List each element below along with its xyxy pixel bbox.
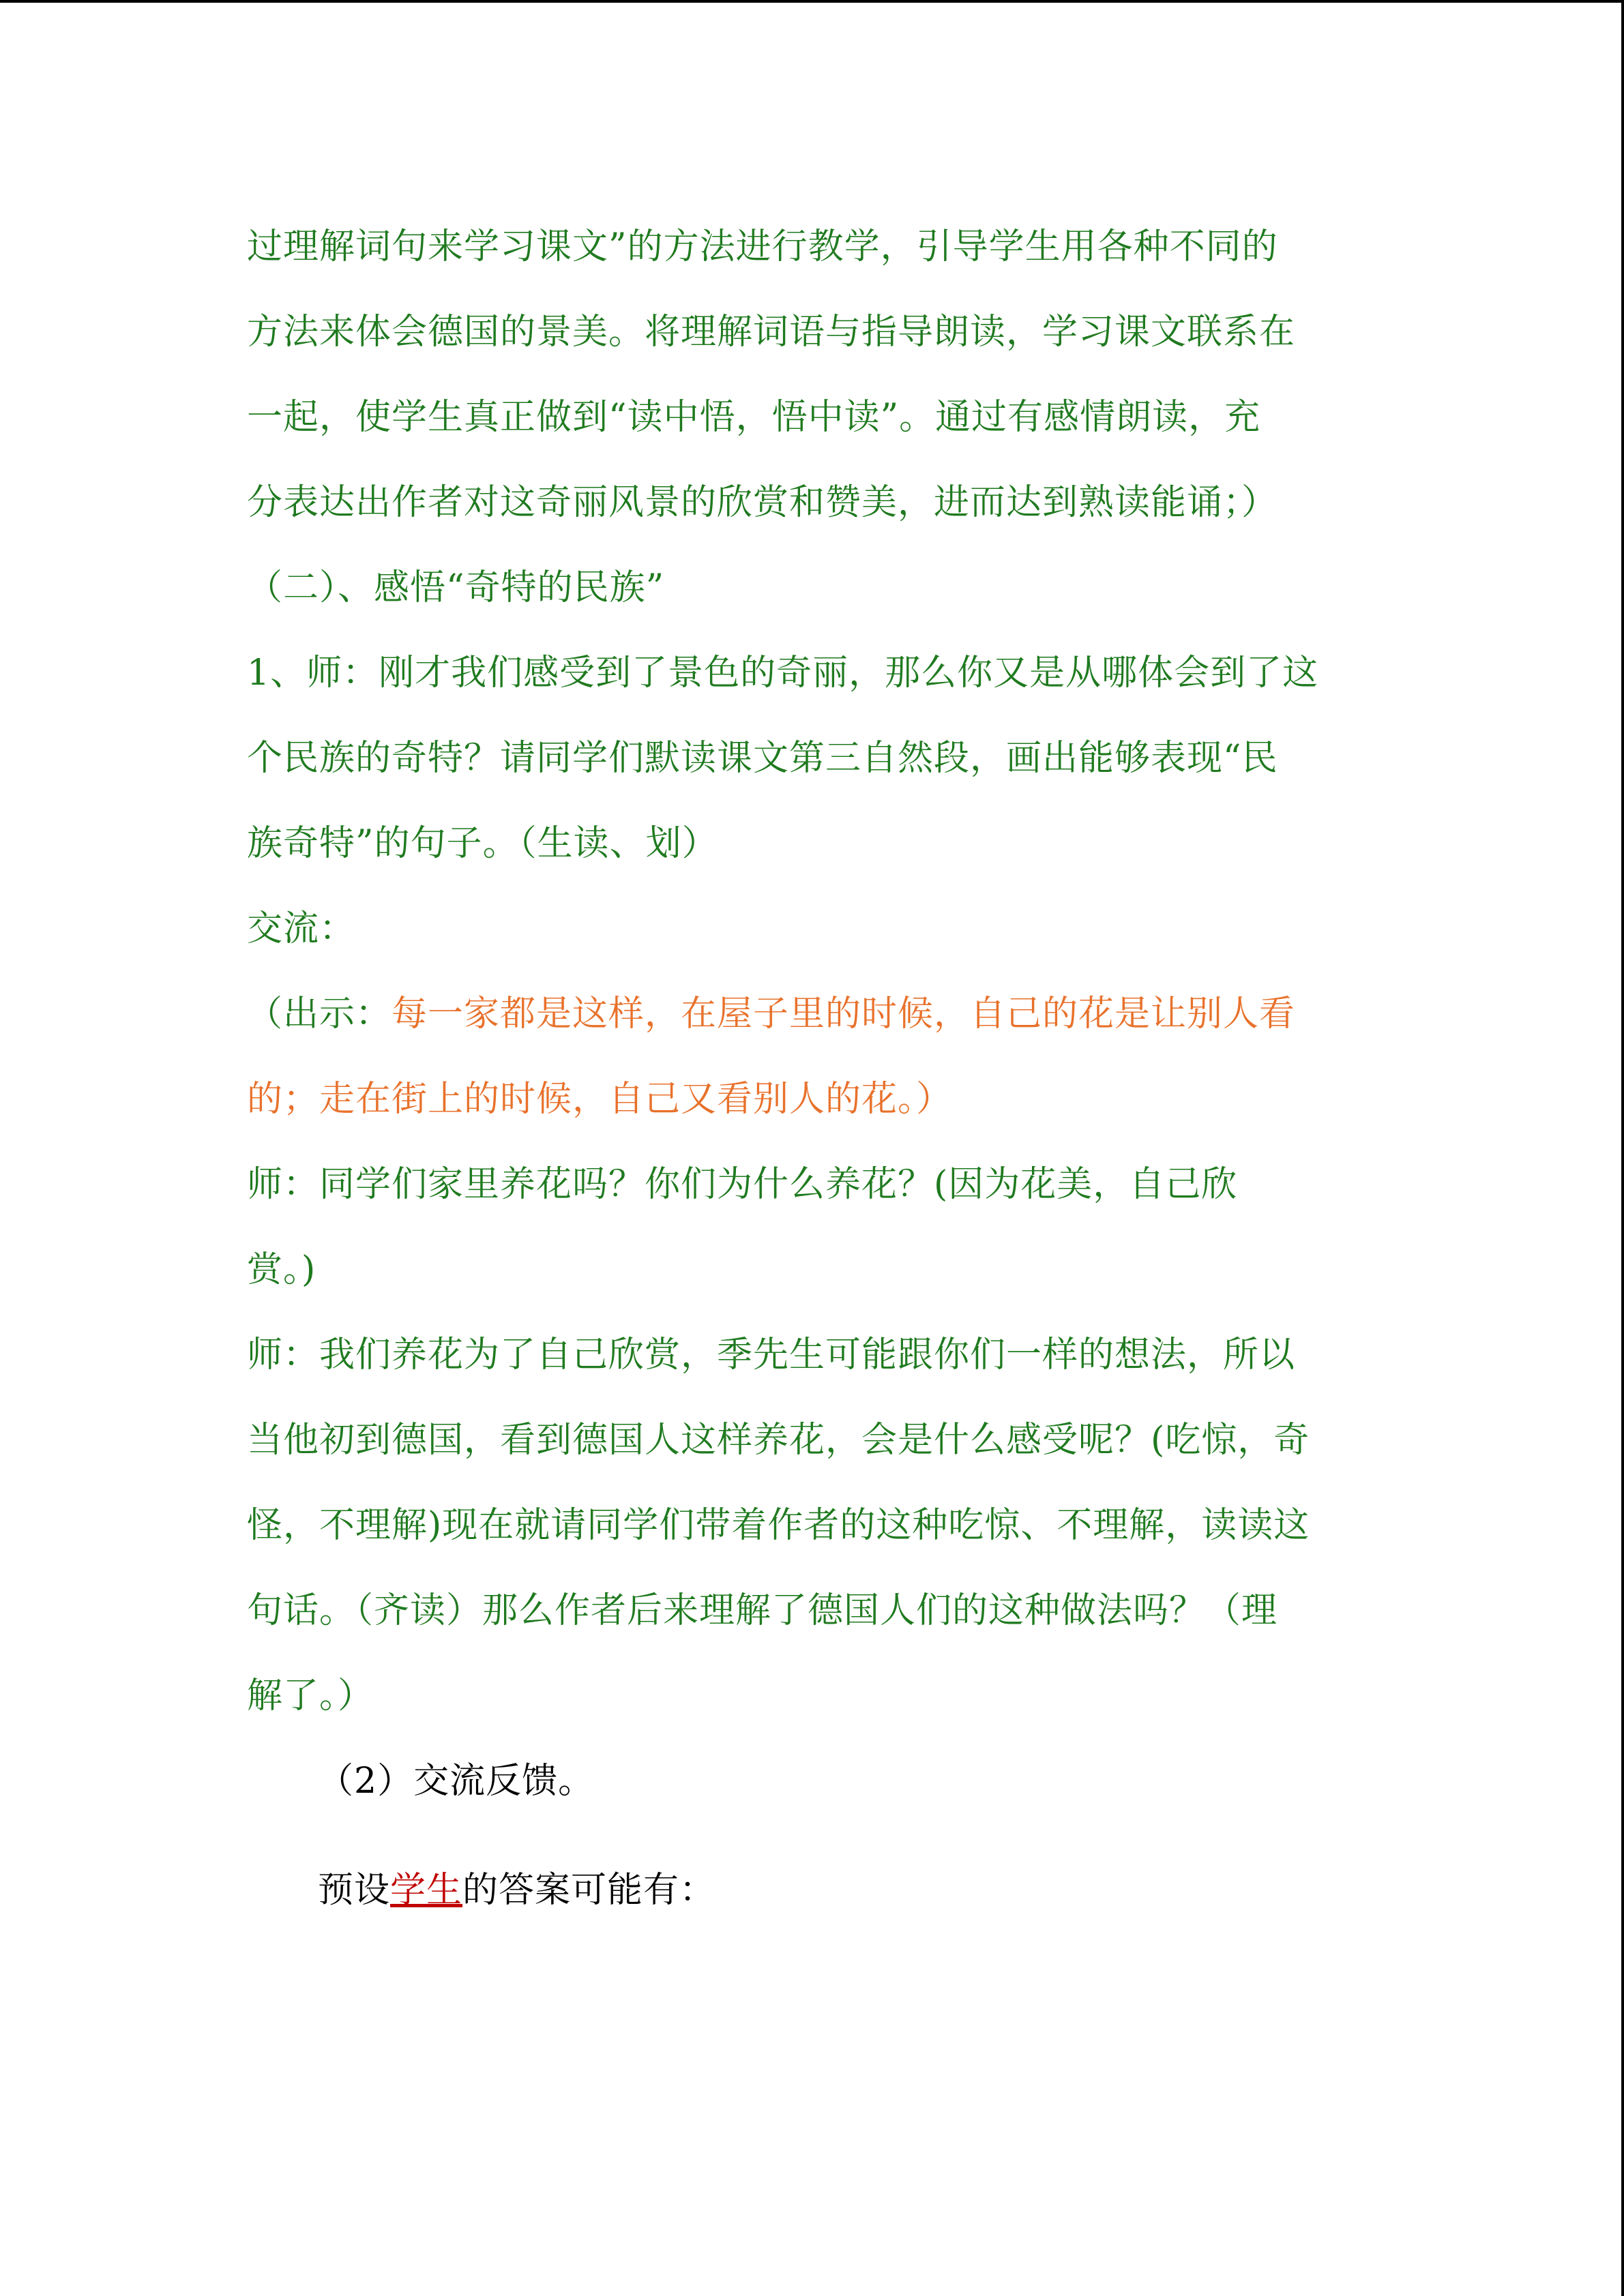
preset-answer-line (247, 1848, 1379, 1933)
teacher-question-line: 怪，不理解)现在就请同学们带着作者的这种吃惊、不理解，读读这 (247, 1505, 1310, 1546)
teacher-question-line: 赏。) (247, 1249, 316, 1290)
quote-prefix: （出示： (247, 994, 392, 1034)
preset-before: 预设 (318, 1870, 391, 1911)
teacher-question-line: 当他初到德国，看到德国人这样养花，会是什么感受呢？(吃惊，奇 (247, 1420, 1310, 1461)
paragraph-line: 方法来体会德国的景美。将理解词语与指导朗读，学习课文联系在 (247, 312, 1296, 353)
teacher-question-line: 解了。） (247, 1675, 374, 1716)
exchange-label: 交流： (247, 908, 356, 949)
step-line: 族奇特”的句子。（生读、划） (247, 823, 718, 864)
teacher-question-line: 句话。（齐读）那么作者后来理解了德国人们的这种做法吗？（理 (247, 1590, 1278, 1631)
document-body (247, 205, 1379, 1933)
teacher-question-line: 师：同学们家里养花吗？你们为什么养花？(因为花美，自己欣 (247, 1164, 1238, 1205)
feedback-heading: （2）交流反馈。 (318, 1761, 595, 1802)
quote-line (247, 972, 1379, 1057)
paragraph-line: 分表达出作者对这奇丽风景的欣赏和赞美，进而达到熟读能诵；） (247, 482, 1278, 523)
section-heading: （二）、感悟“奇特的民族” (247, 567, 665, 608)
quote-text: 每一家都是这样，在屋子里的时候，自己的花是让别人看 (392, 994, 1296, 1034)
quote-line: 的；走在街上的时候，自己又看别人的花。） (247, 1079, 953, 1120)
page-top-border (0, 0, 1624, 3)
teacher-question-line: 师：我们养花为了自己欣赏，季先生可能跟你们一样的想法，所以 (247, 1335, 1296, 1375)
preset-after: 的答案可能有： (462, 1870, 716, 1911)
page-right-border (1621, 0, 1624, 2296)
step-line: 1、师：刚才我们感受到了景色的奇丽，那么你又是从哪体会到了这 (247, 653, 1319, 694)
paragraph-line: 过理解词句来学习课文”的方法进行教学，引导学生用各种不同的 (247, 226, 1278, 267)
spacer (247, 1824, 1379, 1848)
paragraph-line: 一起，使学生真正做到“读中悟，悟中读”。通过有感情朗读，充 (247, 397, 1261, 438)
highlighted-word: 学生 (390, 1870, 463, 1911)
step-line: 个民族的奇特？请同学们默读课文第三自然段，画出能够表现“民 (247, 738, 1278, 779)
